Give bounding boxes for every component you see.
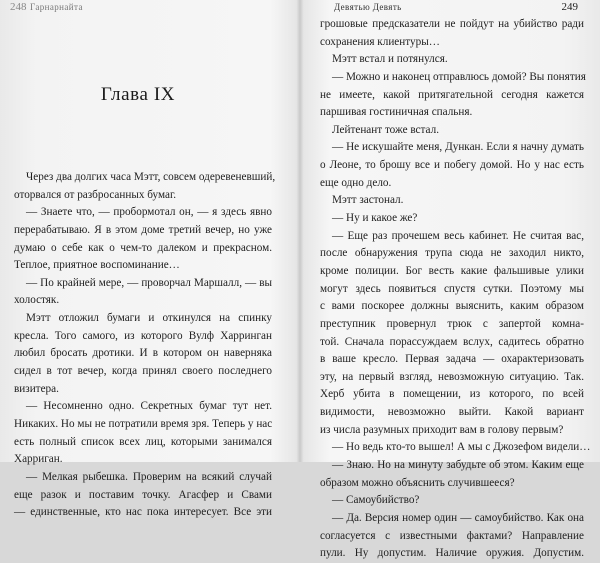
text-line: паршивая гостиничная спальня.: [320, 106, 473, 119]
text-line: Теплое, приятное воспоминание…: [14, 259, 180, 272]
text-line: Никаких. Но мы не потратили время зря. Теперь у нас: [14, 417, 273, 430]
left-page-number: 248: [10, 1, 27, 13]
text-line: оторвался от разбросанных бумаг.: [14, 188, 177, 201]
left-page-text: [14, 169, 276, 522]
text-line: с вами поскорее должны выяснить, каким образом: [320, 300, 584, 313]
chapter-title: Глава IX: [100, 84, 176, 105]
text-line: еще одно дело.: [320, 176, 392, 189]
text-line: видимости, невозможно выйти. Какой вариант: [320, 406, 584, 419]
text-line: из числа разумных приходит вам в голову первым?: [320, 423, 564, 436]
text-line: — Знаю. Но на минуту забудьте об этом. Каким еще: [332, 459, 584, 472]
text-line: Мэтт отложил бумаги и откинулся на спинку: [26, 312, 272, 325]
text-line: — Мелкая рыбешка. Проверим на всякий случай: [26, 470, 272, 483]
text-line: сохранения клиентуры…: [320, 35, 440, 48]
text-line: — Самоубийство?: [332, 494, 420, 507]
text-line: — Можно и наконец отправлюсь домой? Вы понятия: [332, 70, 586, 83]
text-line: кроме полиции. Бог весть какие фальшивые улики: [320, 264, 584, 277]
text-line: Мэтт встал и потянулся.: [332, 53, 448, 66]
text-line: в ваше кресло. Первая задача — охарактеризовать: [320, 353, 584, 366]
text-line: — Да. Версия номер один — самоубийство. Как она: [332, 511, 584, 524]
right-page-text: [320, 16, 591, 563]
text-line: есть полный список всех лиц, которыми занимался: [14, 435, 272, 448]
text-line: — Знаете что, — пробормотал он, — я здесь явно: [26, 206, 272, 219]
text-line: пули. Ну допустим. Наличие оружия. Допустим.: [320, 547, 584, 560]
text-line: Херб убита в помещении, из которого, по всей: [320, 388, 584, 401]
text-line: образом можно объяснить случившееся?: [320, 476, 515, 489]
text-line: любил бросать дротики. И в котором он наверняка: [14, 347, 272, 360]
text-line: Лейтенант тоже встал.: [332, 123, 439, 136]
text-line: могут здесь появиться спустя сутки. Поэтому мы: [320, 282, 584, 295]
text-line: холостяк.: [14, 294, 60, 307]
text-line: — единственные, кто нас пока интересует. Все эти: [14, 506, 272, 519]
text-line: эту, на первый взгляд, невозможную ситуацию. Так.: [320, 370, 584, 383]
text-line: Мэтт застонал.: [332, 194, 404, 207]
text-line: преступник провернул трюк с запертой комна-: [320, 317, 584, 330]
text-line: — Но ведь кто-то вышел! А мы с Джозефом видели…: [332, 441, 591, 454]
text-line: еще разок и поставим точку. Агасфер и Свами: [14, 488, 272, 501]
text-line: не имеете, какой притягательной сегодня кажется: [320, 88, 584, 101]
text-line: — Несомненно одно. Секретных бумаг тут нет.: [26, 400, 272, 413]
text-line: согласуется с известными фактами? Направление: [320, 529, 584, 542]
right-page: [302, 0, 600, 560]
text-line: Харриган.: [14, 453, 63, 466]
text-line: — Не искушайте меня, Дункан. Если я начну думать: [332, 141, 584, 154]
text-line: той. Сначала порассуждаем вслух, садитесь обратно: [320, 335, 584, 348]
text-line: сидел в тот вечер, когда принял своего последнего: [14, 365, 272, 378]
text-line: перерабатываю. Я в этом доме третий вечер, но уже: [14, 223, 272, 236]
text-line: грошовые предсказатели не пойдут на убийство ради: [320, 18, 584, 30]
text-line: визитера.: [14, 382, 59, 395]
text-line: Через два долгих часа Мэтт, совсем одеревеневший,: [26, 171, 276, 183]
text-line: о Леоне, то брошу все и побегу домой. Но у нас есть: [320, 159, 584, 172]
text-line: — По крайней мере, — проворчал Маршалл, — вы: [26, 276, 272, 289]
left-page: [0, 0, 298, 519]
right-running-head: Девятью Девять: [334, 2, 402, 12]
text-line: после обнаружения трупа сюда не заходил никто,: [320, 247, 584, 260]
left-running-head: Гарнарнайта: [30, 2, 83, 12]
text-line: кресла. Того самого, из которого Вулф Харринган: [14, 329, 272, 342]
text-line: — Ну и какое же?: [332, 212, 418, 225]
text-line: думаю о себе как о чем-то далеком и прекрасном.: [14, 241, 272, 254]
right-page-number: 249: [561, 1, 578, 13]
text-line: — Еще раз прочешем весь кабинет. Не считая вас,: [332, 229, 584, 242]
